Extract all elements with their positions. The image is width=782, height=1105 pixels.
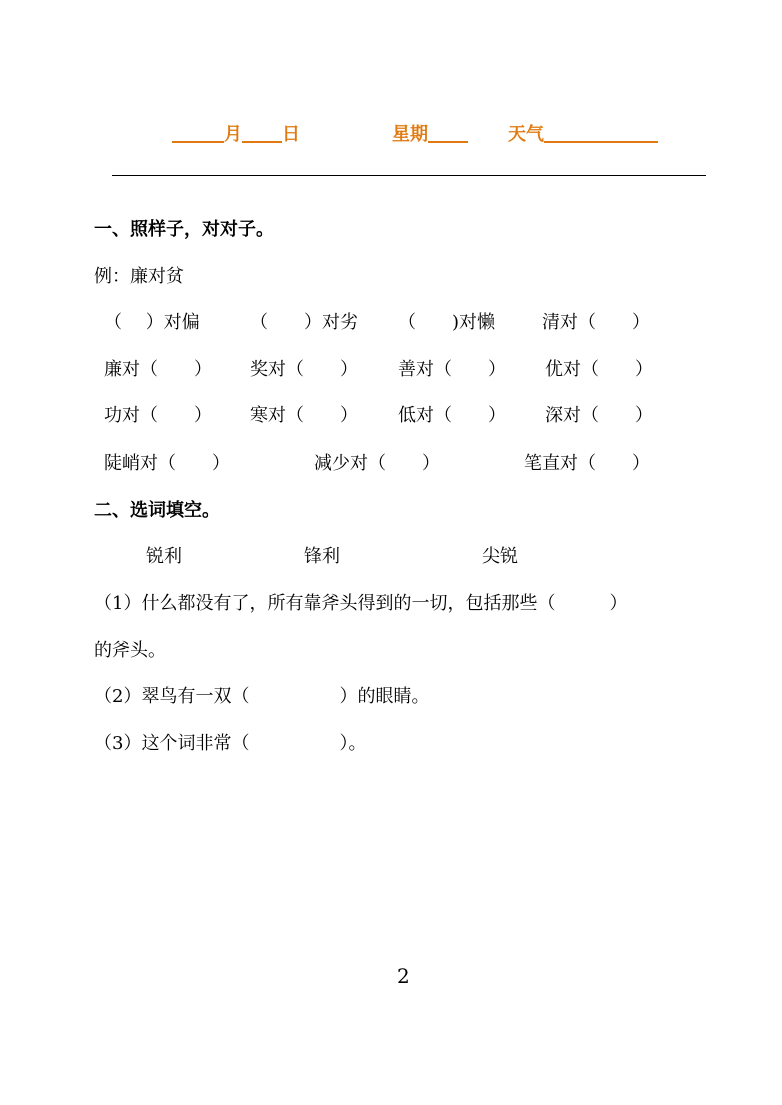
weekday-blank[interactable]	[428, 123, 468, 143]
pair-item[interactable]: （ )对懒	[398, 312, 496, 333]
section1-title: 一、照样子，对对子。	[94, 219, 274, 240]
weather-label: 天气	[508, 124, 544, 145]
pair-item[interactable]: 优对（ ）	[545, 359, 653, 380]
page-number: 2	[397, 964, 410, 988]
word-choice: 尖锐	[482, 546, 518, 567]
question-3[interactable]: （3）这个词非常（ ）。	[94, 733, 367, 754]
pair-item[interactable]: （ ）对劣	[250, 312, 358, 333]
pair-item[interactable]: 善对（ ）	[398, 359, 506, 380]
date-header	[172, 120, 300, 146]
month-label: 月	[224, 124, 242, 145]
pair-item[interactable]: 减少对（ ）	[314, 453, 440, 474]
pair-item[interactable]: 寒对（ ）	[250, 405, 358, 426]
question-2[interactable]: （2）翠鸟有一双（ ）的眼睛。	[94, 686, 430, 707]
pair-item[interactable]: 廉对（ ）	[104, 359, 212, 380]
pair-item[interactable]: 功对（ ）	[104, 405, 212, 426]
word-choice: 锐利	[146, 546, 182, 567]
question-1-line1[interactable]: （1）什么都没有了，所有靠斧头得到的一切，包括那些（ ）	[94, 593, 628, 614]
pair-item[interactable]: 低对（ ）	[398, 405, 506, 426]
pair-item[interactable]: 笔直对（ ）	[524, 453, 650, 474]
pair-item[interactable]: 陡峭对（ ）	[104, 453, 230, 474]
question-1-line2: 的斧头。	[94, 640, 166, 661]
header-divider	[112, 175, 706, 176]
weekday-header	[392, 120, 468, 146]
section1-example: 例：廉对贫	[94, 266, 184, 287]
weekday-label: 星期	[392, 124, 428, 145]
pair-item[interactable]: （ ）对偏	[104, 312, 200, 333]
pair-item[interactable]: 清对（ ）	[542, 312, 650, 333]
section2-title: 二、选词填空。	[94, 500, 220, 521]
day-blank[interactable]	[242, 123, 282, 143]
month-blank[interactable]	[172, 123, 224, 143]
day-label: 日	[282, 124, 300, 145]
word-choice: 锋利	[304, 546, 340, 567]
pair-item[interactable]: 奖对（ ）	[250, 359, 358, 380]
weather-header	[508, 120, 658, 146]
pair-item[interactable]: 深对（ ）	[545, 405, 653, 426]
weather-blank[interactable]	[544, 123, 658, 143]
